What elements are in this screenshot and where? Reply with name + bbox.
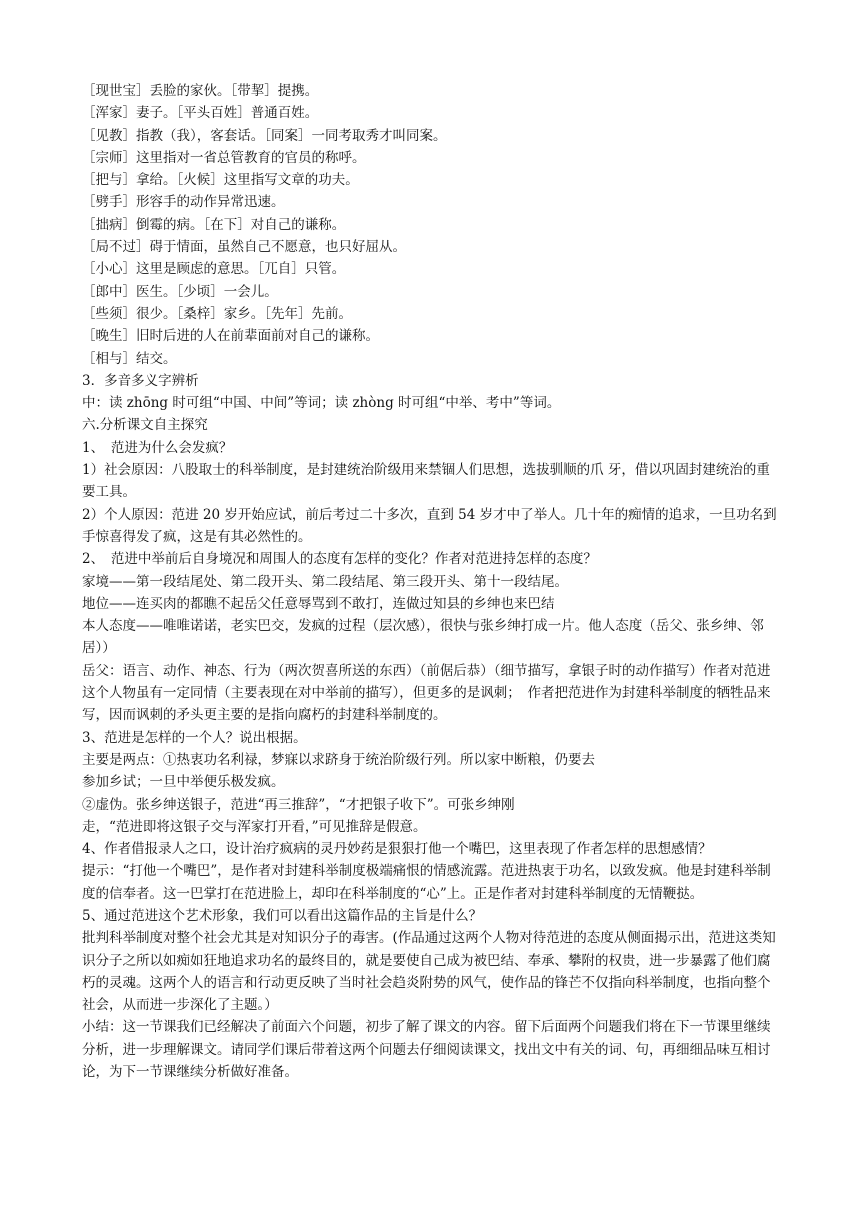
glossary-line: ［局不过］碍于情面，虽然自己不愿意，也只好屈从。: [82, 239, 406, 256]
glossary-line: ［把与］拿给。［火候］这里指写文章的功夫。: [82, 172, 359, 189]
question-title: 3、范进是怎样的一个人？说出根据。: [82, 729, 307, 746]
glossary-line: ［郎中］医生。［少顷］一会儿。: [82, 283, 278, 300]
question-title: 2、 范进中举前后自身境况和周围人的态度有怎样的变化？作者对范进持怎样的态度？: [82, 551, 597, 568]
section-heading: 3．多音多义字辨析: [82, 372, 199, 389]
answer-paragraph: 本人态度——唯唯诺诺，老实巴交，发疯的过程（层次感），很快与张乡绅打成一片。他人态度（岳父、张乡绅、邻居））: [82, 618, 764, 657]
glossary-line: ［些须］很少。［桑梓］家乡。［先年］先前。: [82, 305, 352, 322]
glossary-line: ［劈手］形容手的动作异常迅速。: [82, 194, 285, 211]
answer-paragraph: 岳父：语言、动作、神态、行为（两次贺喜所送的东西）（前倨后恭）（细节描写，拿银子时的动作描写）作者对范进这个人物虽有一定同情（主要表现在对中举前的描写），但更多的是讽刺； 作者把范进作为封建科举制度的牺牲品来写，因而讽刺的矛头更主要的是指向腐朽的封建科举制度的。: [82, 662, 771, 724]
answer-line: 家境——第一段结尾处、第二段开头、第二段结尾、第三段开头、第十一段结尾。: [82, 573, 568, 590]
glossary-line: ［宗师］这里指对一省总管教育的官员的称呼。: [82, 149, 366, 166]
question-title: 4、作者借报录人之口，设计治疗疯病的灵丹妙药是狠狠打他一个嘴巴，这里表现了作者怎样的思想感情？: [82, 841, 712, 858]
glossary-line: ［拙病］倒霉的病。［在下］对自己的谦称。: [82, 216, 346, 233]
polyphone-note: 中：读 zhōng 时可组“中国、中间”等词；读 zhòng 时可组“中举、考中”等词。: [82, 395, 561, 412]
section-heading: 六.分析课文自主探究: [82, 417, 208, 434]
answer-paragraph: 提示：“打他一个嘴巴”，是作者对封建科举制度极端痛恨的情感流露。范进热衷于功名，以致发疯。他是封建科举制度的信奉者。这一巴掌打在范进脸上，却印在科举制度的“心”上。正是作者对封建科举制度的无情鞭挞。: [82, 863, 771, 902]
answer-paragraph: 批判科举制度对整个社会尤其是对知识分子的毒害。(作品通过这两个人物对待范进的态度从侧面揭示出，范进这类知识分子之所以如痴如狂地追求功名的最终目的，就是要使自己成为被巴结、奉承、攀附的权贵，进一步暴露了他们腐朽的灵魂。这两个人的语言和行动更反映了当时社会趋炎附势的风气，使作品的锋芒不仅指向科举制度，也指向整个社会，从而进一步深化了主题。）: [82, 930, 776, 1014]
answer-line: ②虚伪。张乡绅送银子，范进“再三推辞”，“才把银子收下”。可张乡绅刚: [82, 796, 515, 813]
answer-line: 主要是两点：①热衷功名利禄，梦寐以求跻身于统治阶级行列。所以家中断粮，仍要去: [82, 751, 595, 768]
glossary-line: ［浑家］妻子。［平头百姓］普通百姓。: [82, 105, 319, 122]
glossary-line: ［晚生］旧时后进的人在前辈面前对自己的谦称。: [82, 328, 379, 345]
answer-paragraph: 2）个人原因：范进 20 岁开始应试，前后考过二十多次，直到 54 岁才中了举人。几十年的痴情的追求，一旦功名到手惊喜得发了疯，这是有其必然性的。: [82, 506, 777, 545]
glossary-line: ［相与］结交。: [82, 350, 177, 367]
glossary-line: ［见教］指教（我），客套话。［同案］一同考取秀才叫同案。: [82, 127, 447, 144]
glossary-line: ［现世宝］丢脸的家伙。［带挈］提携。: [82, 83, 319, 99]
question-title: 5、通过范进这个艺术形象，我们可以看出这篇作品的主旨是什么？: [82, 907, 483, 924]
glossary-list: [82, 80, 782, 370]
answer-line: 参加乡试；一旦中举便乐极发疯。: [82, 774, 285, 791]
answer-line: 走，“范进即将这银子交与浑家打开看，”可见推辞是假意。: [82, 818, 427, 835]
question-title: 1、 范进为什么会发疯？: [82, 439, 233, 456]
lesson-summary: 小结：这一节课我们已经解决了前面六个问题，初步了解了课文的内容。留下后面两个问题我们将在下一节课里继续分析，进一步理解课文。请同学们课后带着这两个问题去仔细阅读课文，找出文中有关的词、句，再细细品味互相讨论，为下一节课继续分析做好准备。: [82, 1019, 771, 1081]
answer-paragraph: 1）社会原因：八股取士的科举制度，是封建统治阶级用来禁锢人们思想，选拔驯顺的爪 牙，借以巩固封建统治的重要工具。: [82, 462, 770, 501]
answer-line: 地位——连买肉的都瞧不起岳父任意辱骂到不敢打，连做过知县的乡绅也来巴结: [82, 595, 555, 612]
document-page: [82, 80, 782, 1083]
glossary-line: ［小心］这里是顾虑的意思。［兀自］只管。: [82, 261, 346, 278]
